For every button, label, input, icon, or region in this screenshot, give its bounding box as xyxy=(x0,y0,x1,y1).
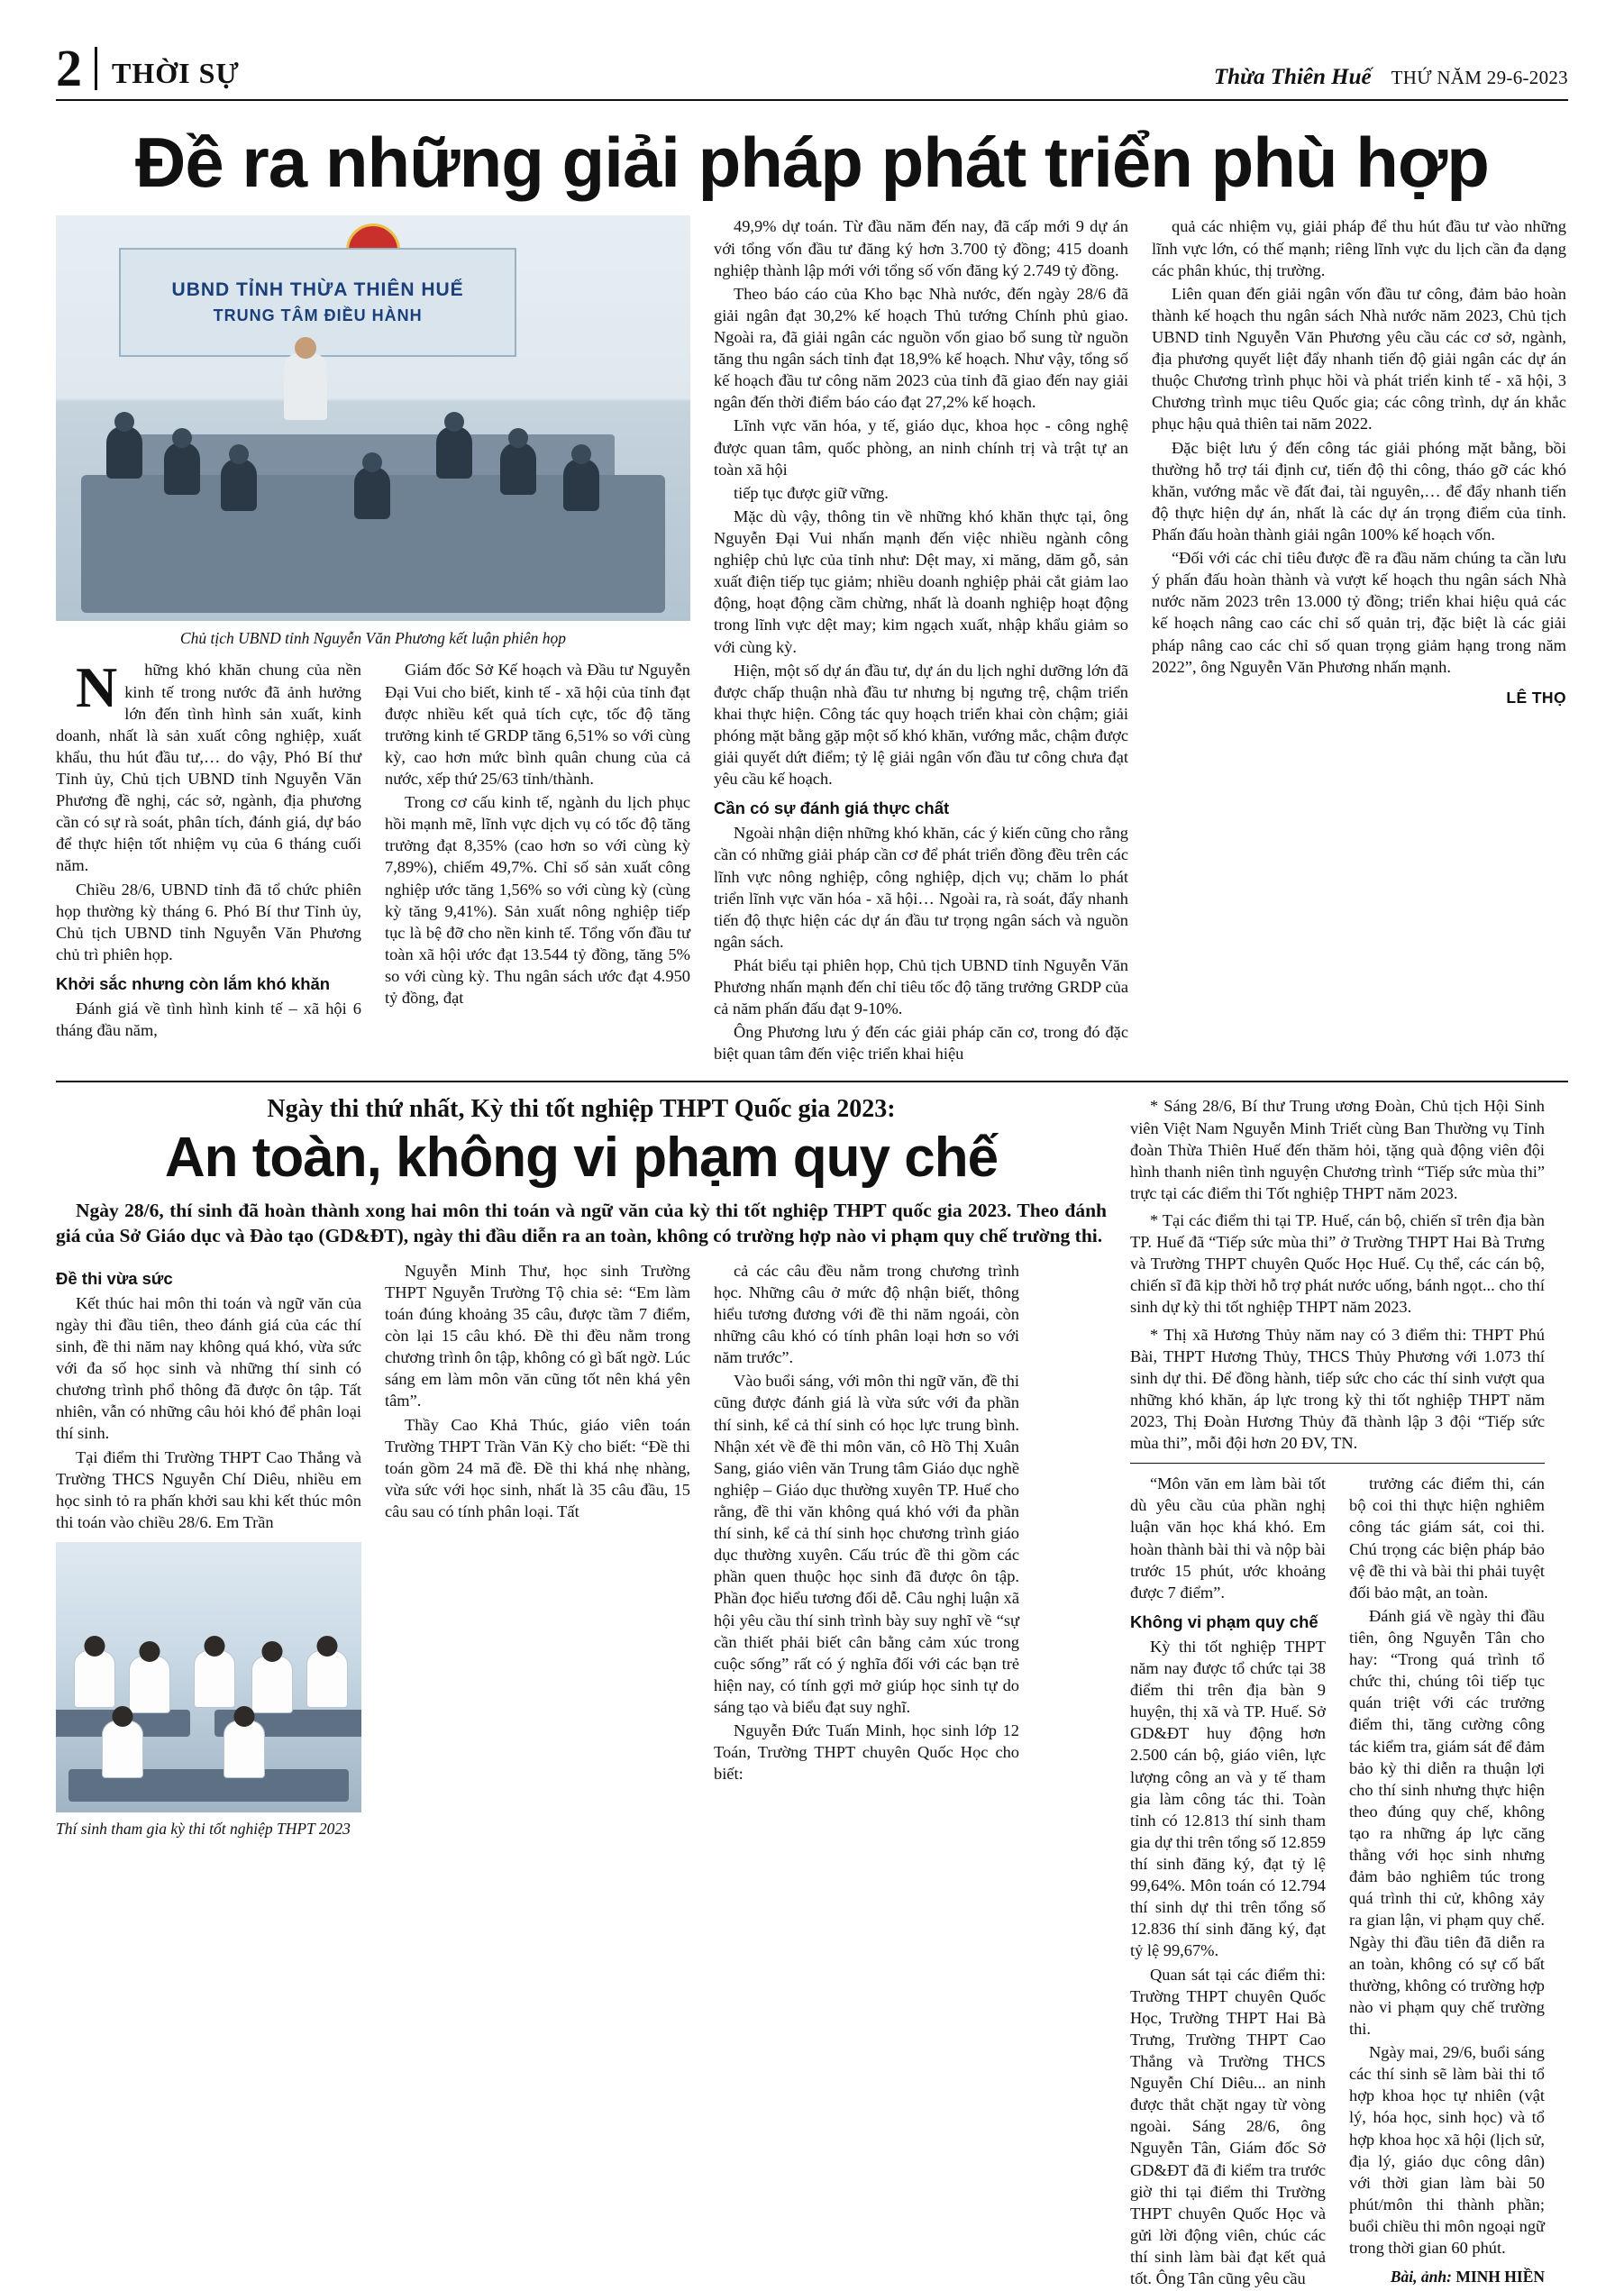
photo-attendee xyxy=(221,459,257,511)
article1-photo-wrap xyxy=(56,215,690,648)
article2-last-columns xyxy=(1130,1473,1545,2291)
brief-item: * Tại các điểm thi tại TP. Huế, cán bộ, chiến sĩ trên địa bàn TP. Huế đã “Tiếp sức mùa thi” ở Trường THPT Hai Bà Trưng và Trường THPT chuyên Quốc Học Huế. Cụ thể, các cán bộ, chiến sĩ đã kịp thời hỗ trợ phát nước uống, bánh ngọt... cho thí sinh dự kỳ thi tốt nghiệp THPT năm 2023. xyxy=(1130,1211,1545,1317)
paragraph: Nguyễn Đức Tuấn Minh, học sinh lớp 12 Toán, Trường THPT chuyên Quốc Học cho biết: xyxy=(714,1721,1019,1784)
article1-left-block xyxy=(56,215,690,1066)
paragraph: Theo báo cáo của Kho bạc Nhà nước, đến ngày 28/6 đã giải ngân đạt 30,2% kế hoạch Thủ tướng Chính phủ giao. Ngoài ra, đã giải ngân các nguồn vốn giao bổ sung từ nguồn tăng thu ngân sách tỉnh đạt 18,9% kế hoạch. Như vậy, tổng số kế hoạch đầu tư công năm 2023 của tỉnh đã giao đến nay giải ngân đến thời điểm báo cáo đạt 27,2% kế hoạch. xyxy=(714,284,1128,412)
article2-kicker: Ngày thi thứ nhất, Kỳ thi tốt nghiệp THPT Quốc gia 2023: xyxy=(267,1095,896,1124)
article1 xyxy=(0,215,1624,1066)
paragraph: Những khó khăn chung của nền kinh tế trong nước đã ảnh hưởng lớn đến tình hình sản xuất, kinh doanh, nhất là sản xuất công nghiệp, xuất khẩu, thu hút đầu tư,… do vậy, Phó Bí thư Tỉnh ủy, Chủ tịch UBND tỉnh Nguyễn Văn Phương đề nghị, các sở, ngành, địa phương cần có sự rà soát, phân tích, đánh giá, dự báo để thực hiện tốt nhiệm vụ của 6 tháng cuối năm. xyxy=(56,655,361,875)
paragraph: Mặc dù vậy, thông tin về những khó khăn thực tại, ông Nguyễn Đại Vui nhấn mạnh đến việc nhiều ngành công nghiệp chủ lực của tỉnh như: Dệt may, xi măng, dăm gỗ, sản xuất điện tiếp tục giảm; nhiều doanh nghiệp phải cắt giảm lao động, hoạt động cầm chừng, nhất là doanh nghiệp hoạt động trong lĩnh vực dệt may; kim ngạch xuất, nhập khẩu giảm so với cùng kỳ. xyxy=(714,507,1128,656)
masthead-left xyxy=(56,39,240,97)
article2-headline: An toàn, không vi phạm quy chế xyxy=(164,1127,999,1190)
article1-photo xyxy=(56,215,690,621)
photo2-student xyxy=(129,1656,170,1713)
paragraph: Trong cơ cấu kinh tế, ngành du lịch phục hồi mạnh mẽ, lĩnh vực dịch vụ có tốc độ tăng trưởng đạt 8,35% (cao hơn so với cùng kỳ 7,89%), chiếm 49,7%. Chỉ số sản xuất công nghiệp ước tăng 1,56% so với cùng kỳ (cùng kỳ tăng 9,41%). Sản xuất nông nghiệp tiếp tục là bệ đỡ cho nền kinh tế. Tổng vốn đầu tư toàn xã hội ước đạt 13.544 tỷ đồng, tăng 5% so với cùng kỳ. Thu ngân sách ước đạt 4.950 tỷ đồng, đạt xyxy=(385,793,690,1008)
paragraph: Vào buổi sáng, với môn thi ngữ văn, đề thi cũng được đánh giá là vừa sức với đa phần thí sinh, kể cả thí sinh có học lực trung bình. Nhận xét về đề thi môn văn, cô Hồ Thị Xuân Sang, giáo viên văn Trung tâm Giáo dục nghề nghiệp – Giáo dục thường xuyên TP. Huế cho rằng, đề thi văn không quá khó với đa phần thí sinh, kể cả thí sinh học chương trình giáo dục thường xuyên. Cấu trúc đề thi gồm các phần quen thuộc học sinh đã được ôn tập. Phần đọc hiểu tương đối dễ. Câu nghị luận xã hội yêu cầu thí sinh trình bày suy nghĩ về “sự cần thiết phải biết cân bằng cảm xúc trong cuộc sống” rất có ý nghĩa đối với các bạn trẻ hiện nay, có tính gợi mở giúp học sinh tự do sáng tạo và biểu đạt suy nghĩ. xyxy=(714,1372,1019,1717)
article2-column-2 xyxy=(385,1260,690,1839)
photo2-student xyxy=(102,1721,143,1778)
article2-photo-caption: Thí sinh tham gia kỳ thi tốt nghiệp THPT 2023 xyxy=(56,1820,351,1839)
paragraph: Ông Phương lưu ý đến các giải pháp căn cơ, trong đó đặc biệt quan tâm đến việc triển khai hiệu xyxy=(714,1023,1128,1063)
paragraph: Quan sát tại các điểm thi: Trường THPT chuyên Quốc Học, Trường THPT Hai Bà Trưng, Trường THPT Cao Thắng và Trường THCS Nguyễn Chí Diêu... an ninh được thắt chặt ngay từ vòng ngoài. Sáng 28/6, ông Nguyễn Tân, Giám đốc Sở GD&ĐT đã đi kiểm tra trước giờ thi tại điểm thi Trường THPT chuyên Quốc Học và gửi lời động viên, chúc các thí sinh làm bài đạt kết quả tốt. Ông Tân cũng yêu cầu xyxy=(1130,1965,1326,2288)
article2-column-1 xyxy=(56,1260,361,1839)
paragraph: Kết thúc hai môn thi toán và ngữ văn của ngày thi đầu tiên, theo đánh giá của các thí sinh, đề thi năm nay không quá khó, vừa sức với đa số học sinh và những thí sinh có chương trình phổ thông đã được ôn tập. Tất nhiên, vẫn có những câu hỏi khó để phân loại thí sinh. xyxy=(56,1293,361,1443)
brief-item: * Thị xã Hương Thủy năm nay có 3 điểm thi: THPT Phú Bài, THPT Hương Thủy, THCS Thủy Phương với 1.073 thí sinh dự thi. Để đồng hành, tiếp sức cho các thí sinh vượt qua những khó khăn, áp lực trong kỳ thi tốt nghiệp THPT năm 2023, Thị Đoàn Hương Thủy đã thành lập 3 đội “Tiếp sức mùa thi”, mỗi đội hơn 20 ĐV, TN. xyxy=(1130,1325,1545,1453)
paragraph: cả các câu đều nằm trong chương trình học. Những câu ở mức độ nhận biết, thông hiểu tương đương với đề thi năm ngoái, còn những câu khó có tính phân loại hơn so với năm trước”. xyxy=(714,1261,1019,1367)
article1-headline: Đề ra những giải pháp phát triển phù hợp xyxy=(135,122,1489,202)
article1-subhead-1: Khởi sắc nhưng còn lắm khó khăn xyxy=(56,973,331,993)
photo-banner xyxy=(119,248,515,357)
paragraph: Chiều 28/6, UBND tỉnh đã tổ chức phiên họp thường kỳ tháng 6. Phó Bí thư Tỉnh ủy, Chủ tịch UBND tỉnh Nguyễn Văn Phương chủ trì phiên họp. xyxy=(56,880,361,963)
article1-subhead-2: Cần có sự đánh giá thực chất xyxy=(714,799,950,818)
paragraph: Lĩnh vực văn hóa, y tế, giáo dục, khoa học - công nghệ được quan tâm, quốc phòng, an ninh chính trị và trật tự an toàn xã hội xyxy=(714,416,1128,479)
article1-column-3 xyxy=(714,215,1128,1066)
photo-banner-line1: UBND TỈNH THỪA THIÊN HUẾ xyxy=(171,279,464,301)
paragraph: “Môn văn em làm bài tốt dù yêu cầu của phần nghị luận văn học khá khó. Em hoàn thành bài thi và nộp bài trước 15 phút, ước khoảng được 7 điểm”. xyxy=(1130,1474,1326,1602)
article1-column-4 xyxy=(1152,215,1566,1066)
section-title: THỜI SỰ xyxy=(112,56,240,89)
article2-column-5 xyxy=(1349,1473,1545,2291)
photo-banner-line2: TRUNG TÂM ĐIỀU HÀNH xyxy=(213,306,423,325)
issue-date: THỨ NĂM 29-6-2023 xyxy=(1391,66,1568,88)
article2-briefs xyxy=(1130,1095,1545,1454)
article1-photo-caption: Chủ tịch UBND tỉnh Nguyễn Văn Phương kết luận phiên họp xyxy=(179,629,567,648)
article2-sidebar-and-last-column xyxy=(1130,1095,1545,2291)
masthead xyxy=(0,0,1624,97)
photo2-student xyxy=(194,1650,235,1708)
masthead-divider xyxy=(56,99,1568,101)
photo2-student xyxy=(306,1650,348,1708)
article2-subhead-1: Đề thi vừa sức xyxy=(56,1268,173,1288)
article1-byline: LÊ THỌ xyxy=(1506,688,1566,707)
photo-attendee xyxy=(354,467,390,519)
photo2-student xyxy=(74,1650,115,1708)
paragraph: Nguyễn Minh Thư, học sinh Trường THPT Nguyễn Trường Tộ chia sẻ: “Em làm toán đúng khoảng 35 câu, được tầm 7 điểm, còn lại 15 câu khó. Đề thi đều nằm trong chương trình ôn tập, không có gì bất ngờ. Lúc sáng em làm môn văn cũng tốt nên khá yên tâm”. xyxy=(385,1261,690,1410)
paragraph: Đánh giá về tình hình kinh tế – xã hội 6 tháng đầu năm, xyxy=(56,999,361,1040)
paragraph: Hiện, một số dự án đầu tư, dự án du lịch nghỉ dưỡng lớn đã được chấp thuận nhà đầu tư nhưng bị ngưng trệ, chậm triển khai thực hiện. Công tác quy hoạch triển khai còn chậm; giải phóng mặt bằng gặp một số khó khăn, vướng mắc, chậm được giải quyết dứt điểm; tỷ lệ giải ngân vốn đầu tư công chưa đạt yêu cầu kế hoạch. xyxy=(714,661,1128,789)
photo-speaker xyxy=(284,353,327,420)
article2-column-3 xyxy=(714,1260,1019,1839)
photo-attendee xyxy=(164,443,200,495)
page-number: 2 xyxy=(56,47,97,90)
photo-attendee xyxy=(563,459,599,511)
photo-attendee xyxy=(106,426,142,479)
brief-item: * Sáng 28/6, Bí thư Trung ương Đoàn, Chủ tịch Hội Sinh viên Việt Nam Nguyễn Minh Triết cùng Ban Thường vụ Tỉnh đoàn Thừa Thiên Huế đến thăm hỏi, tặng quà động viên đội hình thanh niên tình nguyện Chương trình “Tiếp sức mùa thi” trực tại các điểm thi Tốt nghiệp THPT năm 2023. xyxy=(1130,1097,1545,1202)
paragraph: Đặc biệt lưu ý đến công tác giải phóng mặt bằng, bồi thường hỗ trợ tái định cư, tiến độ thi công, tháo gỡ các khó khăn, vướng mắc về đất đai, tài nguyên,… để đẩy nhanh tiến độ thực hiện dự án, nhất là các dự án trọng điểm của tỉnh. Phấn đấu hoàn thành giải ngân 100% kế hoạch vốn. xyxy=(1152,438,1566,543)
photo2-student xyxy=(224,1721,265,1778)
paragraph: Liên quan đến giải ngân vốn đầu tư công, đảm bảo hoàn thành kế hoạch thu ngân sách Nhà nước năm 2023, Chủ tịch UBND tỉnh Nguyễn Văn Phương yêu cầu các cơ sở, ngành, địa phương quyết liệt đẩy nhanh tiến độ giải ngân các dự án thuộc Chương trình phục hồi và phát triển kinh tế - xã hội, 3 Chương trình mục tiêu Quốc gia; các công trình, dự án khắc phục hậu quả thiên tai năm 2022. xyxy=(1152,284,1566,434)
paragraph: quả các nhiệm vụ, giải pháp để thu hút đầu tư vào những lĩnh vực lớn, có thế mạnh; riêng lĩnh vực du lịch cần đa dạng các phân khúc, thị trường. xyxy=(1152,217,1566,279)
paragraph: Ngày mai, 29/6, buổi sáng các thí sinh sẽ làm bài thi tổ hợp khoa học tự nhiên (vật lý, hóa học, sinh học) và tổ hợp khoa học xã hội (lịch sử, địa lý, giáo dục công dân) với thời gian làm bài 50 phút/môn thi thành phần; buổi chiều thi môn ngoại ngữ trong thời gian 60 phút. xyxy=(1349,2043,1545,2258)
photo2-student xyxy=(251,1656,293,1713)
article2 xyxy=(0,1082,1624,2291)
article2-main xyxy=(56,1095,1107,2291)
photo-attendee xyxy=(500,443,536,495)
article2-byline xyxy=(1349,2268,1545,2286)
article1-column-2 xyxy=(385,659,690,1043)
paragraph: Ngoài nhận diện những khó khăn, các ý kiến cũng cho rằng cần có những giải pháp cần cơ để phát triển đồng đều trên các lĩnh vực nông nghiệp, công nghiệp, dịch vụ; chăm lo phát triển lĩnh vực văn hóa - xã hội… Ngoài ra, rà soát, đẩy nhanh tiến độ thực hiện các dự án đầu tư trọng ngân sách và nguồn ngân sách. xyxy=(714,824,1128,951)
paragraph: Phát biểu tại phiên họp, Chủ tịch UBND tỉnh Nguyễn Văn Phương nhấn mạnh đến chỉ tiêu tốc độ tăng trưởng GRDP của cả năm phấn đấu đạt 9-10%. xyxy=(714,955,1128,1018)
article1-column-1 xyxy=(56,655,361,1043)
paper-name: Thừa Thiên Huế xyxy=(1213,64,1372,89)
article2-photo xyxy=(56,1542,361,1812)
paragraph: trưởng các điểm thi, cán bộ coi thi thực hiện nghiêm công tác giám sát, coi thi. Chú trọng các biện pháp bảo vệ đề thi và bài thi phải tuyệt đối bảo mật, an toàn. xyxy=(1349,1474,1545,1602)
article2-column-4 xyxy=(1130,1473,1326,2291)
article2-lead: Ngày 28/6, thí sinh đã hoàn thành xong hai môn thi toán và ngữ văn của kỳ thi tốt nghiệp THPT quốc gia 2023. Theo đánh giá của Sở Giáo dục và Đào tạo (GD&ĐT), ngày thi đầu diễn ra an toàn, không có trường hợp nào vi phạm quy chế trường thi. xyxy=(56,1199,1107,1246)
paragraph: Giám đốc Sở Kế hoạch và Đầu tư Nguyễn Đại Vui cho biết, kinh tế - xã hội của tỉnh đạt được nhiều kết quả tích cực, tốc độ tăng trưởng kinh tế GRDP tăng 6,51% so với cùng kỳ, cao hơn mức bình quân chung của cả nước, xếp thứ 25/63 tỉnh/thành. xyxy=(385,661,690,788)
article2-columns xyxy=(56,1260,1107,1839)
paragraph: Kỳ thi tốt nghiệp THPT năm nay được tổ chức tại 38 điểm thi trên địa bàn 9 huyện, thị xã và TP. Huế. Sở GD&ĐT huy động hơn 2.500 cán bộ, giáo viên, lực lượng công an và y tế tham gia làm công tác thi. Toàn tỉnh có 12.813 thí sinh tham gia dự thi trên tổng số 12.859 thí sinh đăng ký, đạt tỷ lệ 99,64%. Môn toán có 12.794 thí sinh dự thi trên tổng số 12.836 thí sinh đăng ký, đạt tỷ lệ 99,67%. xyxy=(1130,1637,1326,1960)
paragraph: Đánh giá về ngày thi đầu tiên, ông Nguyễn Tân cho hay: “Trong quá trình tổ chức thi, chúng tôi tiếp tục quán triệt với các trưởng điểm thi, tăng cường công tác kiểm tra, giám sát để đảm bảo kỳ thi diễn ra thuận lợi cho thí sinh nhưng thực hiện theo đúng quy chế, không tạo ra những áp lực căng thẳng với học sinh nhưng đảm bảo nghiêm túc trong quá trình thi cử, không xảy ra gian lận, vi phạm quy chế. Ngày thi đầu tiên đã diễn ra an toàn, không có sự cố bất thường, không có trường hợp nào vi phạm quy chế trường thi. xyxy=(1349,1606,1545,2038)
paragraph: tiếp tục được giữ vững. xyxy=(734,483,889,502)
paragraph: 49,9% dự toán. Từ đầu năm đến nay, đã cấp mới 9 dự án với tổng vốn đầu tư đăng ký hơn 3.700 tỷ đồng; 415 doanh nghiệp thành lập mới với tổng số vốn đăng ký 2.749 tỷ đồng. xyxy=(714,217,1128,279)
article2-subhead-2: Không vi phạm quy chế xyxy=(1130,1611,1318,1631)
sidebar-divider xyxy=(1130,1463,1545,1464)
article2-byline-name: MINH HIỀN xyxy=(1455,2268,1545,2286)
masthead-right xyxy=(1214,65,1568,90)
article2-byline-label: Bài, ảnh: xyxy=(1390,2268,1452,2286)
paragraph: Thầy Cao Khả Thúc, giáo viên toán Trường THPT Trần Văn Kỳ cho biết: “Đề thi toán gồm 24 mã đề. Đề thi khá nhẹ nhàng, vừa sức với học sinh, nhất là 35 câu đầu, 15 câu sau có tính phân loại. Tất xyxy=(385,1415,690,1521)
paragraph: “Đối với các chỉ tiêu được đề ra đầu năm chúng ta cần lưu ý phấn đấu hoàn thành và vượt kế hoạch thu ngân sách Nhà nước năm 2023 trên 13.000 tỷ đồng; triển khai hiệu quả các kế hoạch nâng cao các chỉ số quản trị, đặc biệt là các giải pháp nâng cao các chỉ số quan trọng giảm hạng trong năm 2022”, ông Nguyễn Văn Phương nhấn mạnh. xyxy=(1152,549,1566,676)
paragraph: Tại điểm thi Trường THPT Cao Thắng và Trường THCS Nguyễn Chí Diêu, nhiều em học sinh tỏ ra phấn khởi sau khi kết thúc môn thi toán vào chiều 28/6. Em Trần xyxy=(56,1447,361,1531)
photo-attendee xyxy=(436,426,472,479)
article1-lower-columns xyxy=(56,655,690,1043)
